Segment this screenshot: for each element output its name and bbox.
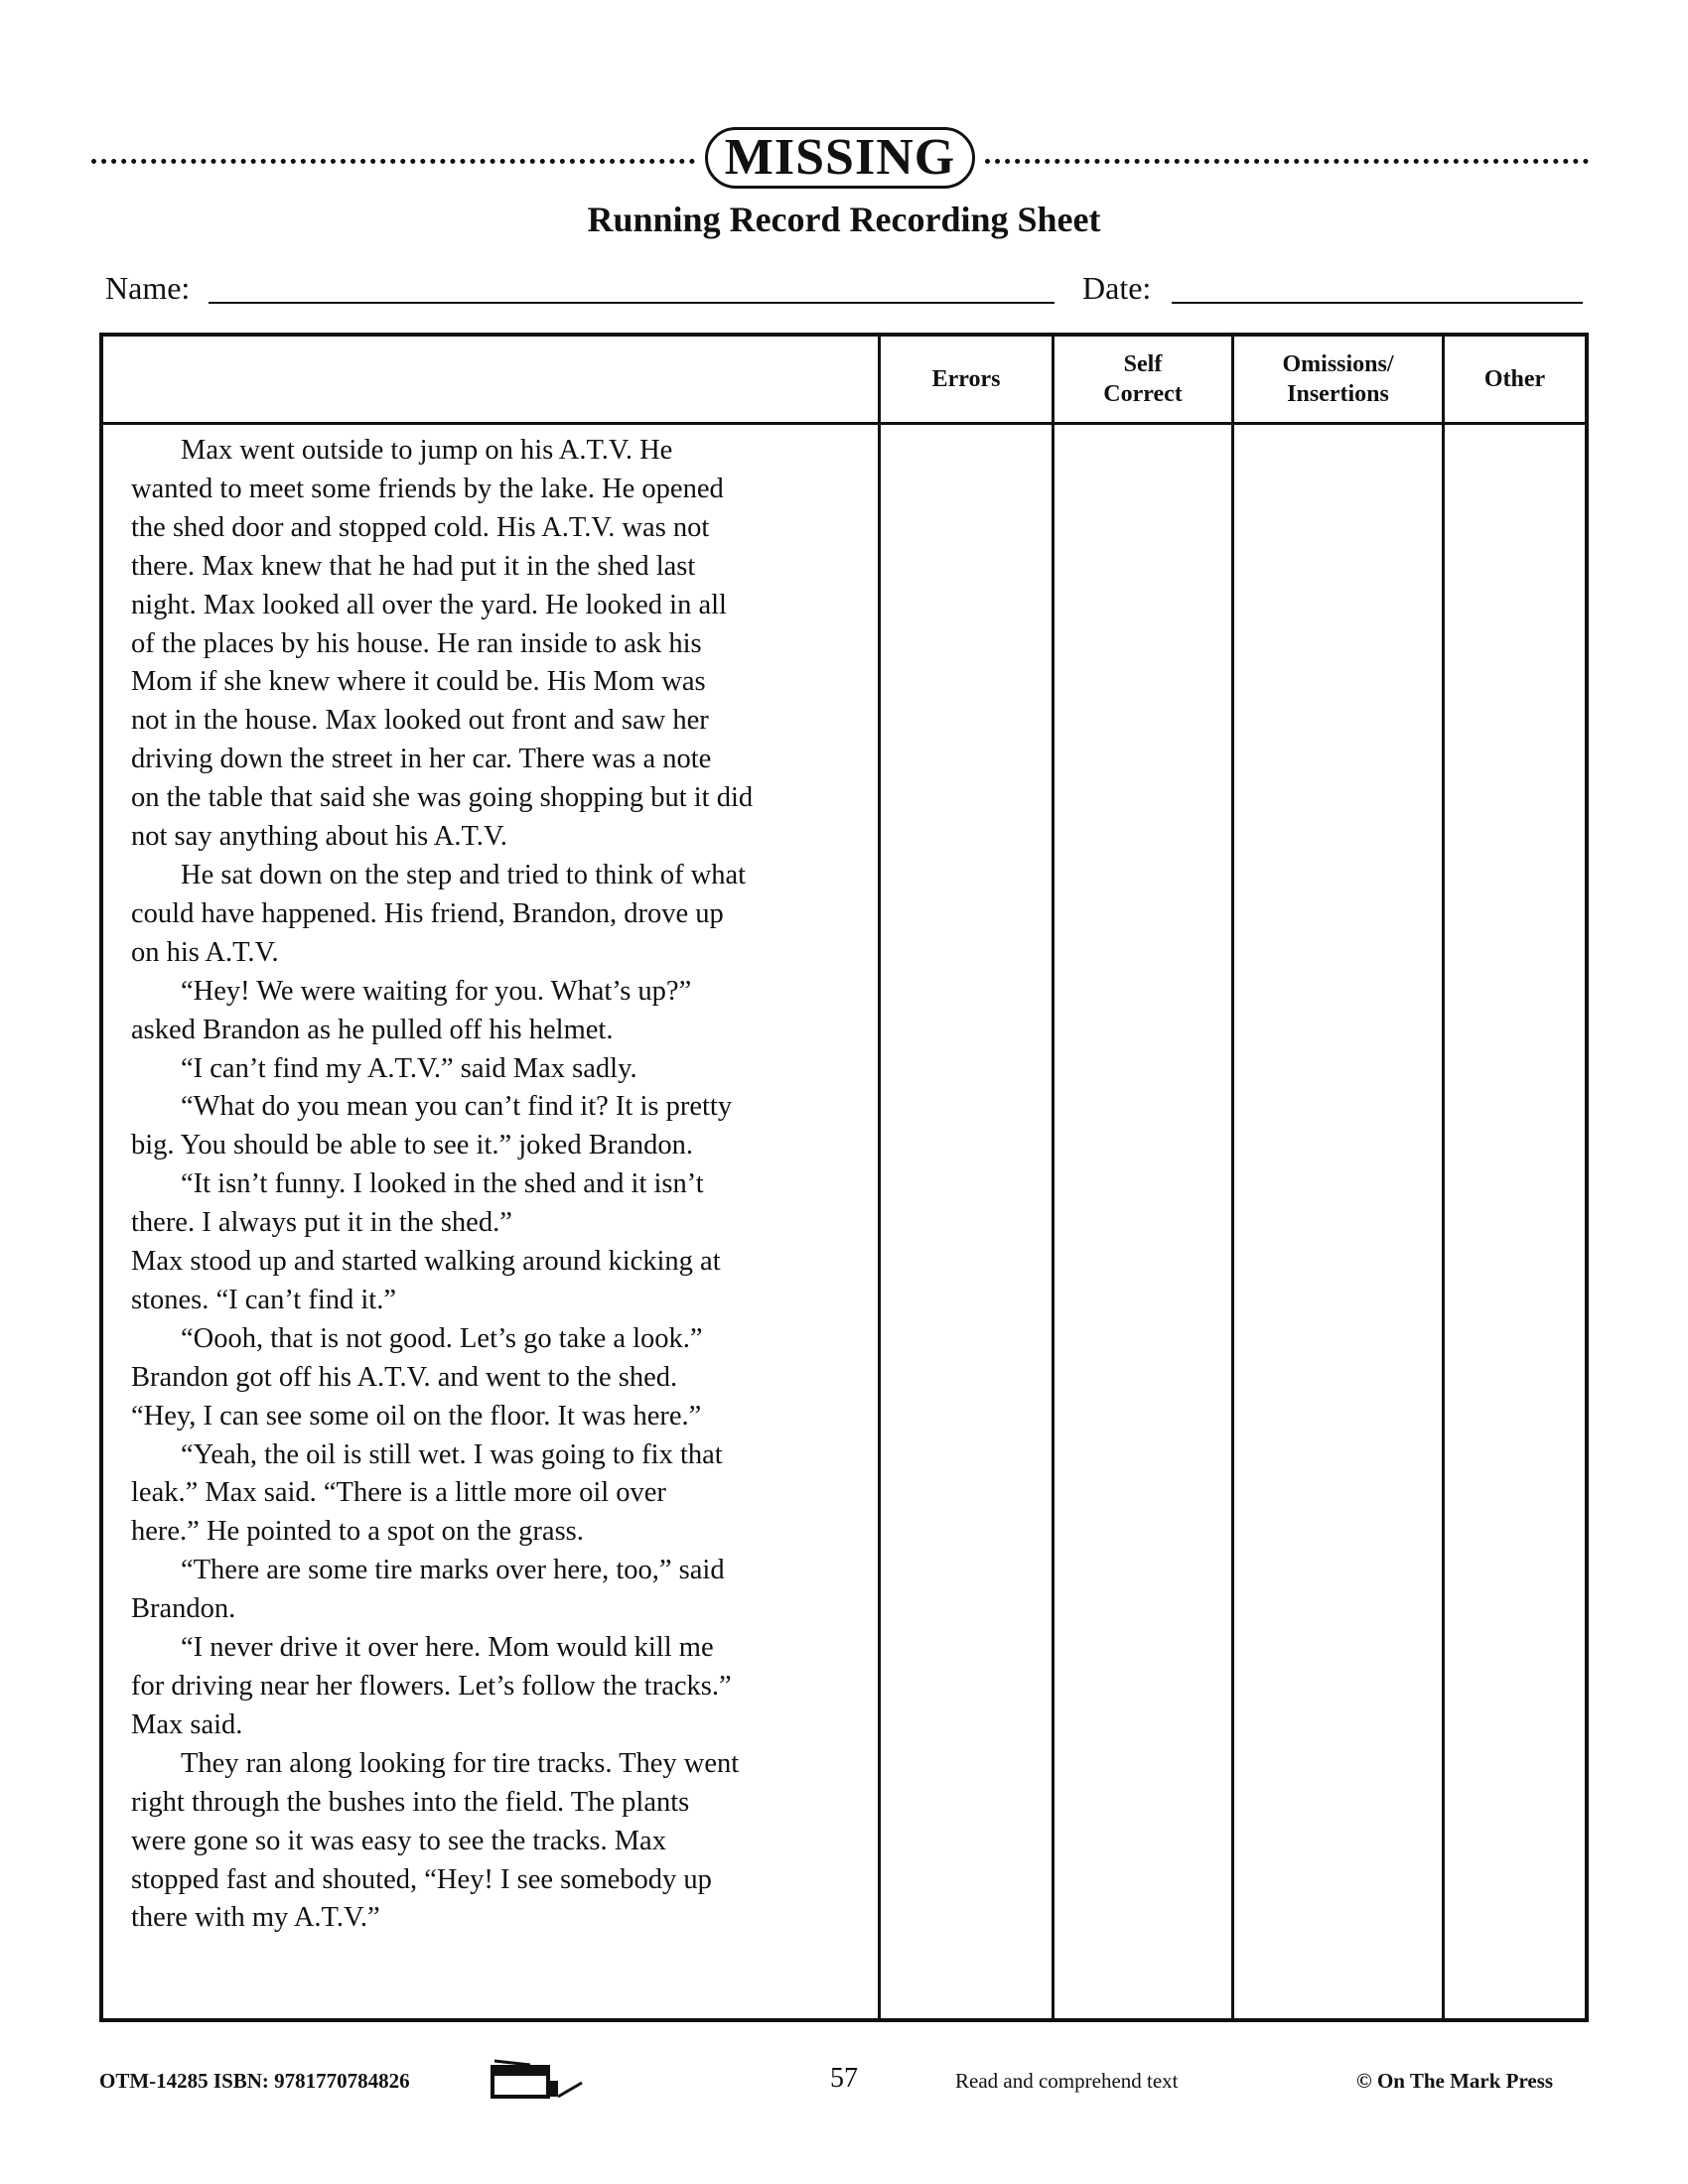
passage-line: wanted to meet some friends by the lake. He opened bbox=[131, 473, 724, 504]
passage-line: the shed door and stopped cold. His A.T.V. was not bbox=[131, 511, 710, 543]
date-line bbox=[1172, 302, 1583, 304]
passage-line: there. Max knew that he had put it in the shed last bbox=[131, 550, 696, 582]
passage-line: driving down the street in her car. There was a note bbox=[131, 744, 712, 775]
column-header-omissions-insertions: Omissions/ Insertions bbox=[1282, 351, 1394, 407]
footer-product-code: OTM-14285 ISBN: 9781770784826 bbox=[99, 2069, 410, 2093]
page-title: MISSING bbox=[705, 127, 975, 189]
passage-line: “I can’t find my A.T.V.” said Max sadly. bbox=[181, 1052, 637, 1084]
passage-line: They ran along looking for tire tracks. They went bbox=[181, 1747, 740, 1779]
date-label: Date: bbox=[1082, 270, 1152, 306]
passage-line: stones. “I can’t find it.” bbox=[131, 1284, 396, 1315]
column-divider bbox=[1442, 337, 1445, 2018]
passage-line: He sat down on the step and tried to think of what bbox=[181, 859, 747, 890]
passage-line: big. You should be able to see it.” joked Brandon. bbox=[131, 1130, 693, 1161]
recording-table bbox=[99, 333, 1589, 2022]
passage-line: on his A.T.V. bbox=[131, 936, 279, 968]
passage-line: “Oooh, that is not good. Let’s go take a look.” bbox=[181, 1322, 703, 1354]
name-label: Name: bbox=[105, 270, 191, 306]
column-header-other: Other bbox=[1483, 366, 1546, 392]
passage-line: “Hey! We were waiting for you. What’s up?” bbox=[181, 975, 692, 1007]
column-header-self-correct: Self Correct bbox=[1103, 351, 1183, 407]
column-divider bbox=[878, 337, 881, 2018]
passage-line: “What do you mean you can’t find it? It is pretty bbox=[181, 1091, 733, 1123]
column-header-errors: Errors bbox=[931, 366, 1001, 392]
passage-line: asked Brandon as he pulled off his helmet. bbox=[131, 1014, 614, 1045]
passage-line: for driving near her flowers. Let’s follow the tracks.” bbox=[131, 1671, 732, 1702]
reading-passage bbox=[131, 432, 866, 1938]
passage-line: Mom if she knew where it could be. His Mom was bbox=[131, 666, 706, 698]
header-divider bbox=[103, 422, 1585, 425]
passage-line: Brandon. bbox=[131, 1593, 236, 1625]
title-band bbox=[91, 127, 1589, 197]
passage-line: Max stood up and started walking around kicking at bbox=[131, 1246, 721, 1278]
footer-skill: Read and comprehend text bbox=[955, 2069, 1179, 2093]
page-number: 57 bbox=[830, 2063, 858, 2094]
passage-line: “It isn’t funny. I looked in the shed and it isn’t bbox=[181, 1168, 704, 1200]
passage-line: Max said. bbox=[131, 1708, 243, 1740]
passage-line: there with my A.T.V.” bbox=[131, 1902, 380, 1934]
title-dots-right bbox=[985, 159, 1589, 164]
passage-line: night. Max looked all over the yard. He looked in all bbox=[131, 589, 727, 620]
passage-line: were gone so it was easy to see the tracks. Max bbox=[131, 1825, 666, 1856]
passage-line: Max went outside to jump on his A.T.V. He bbox=[181, 435, 673, 466]
title-dots-left bbox=[91, 159, 695, 164]
passage-line: Brandon got off his A.T.V. and went to the shed. bbox=[131, 1361, 678, 1393]
passage-line: “I never drive it over here. Mom would kill me bbox=[181, 1632, 714, 1664]
passage-line: “Yeah, the oil is still wet. I was going to fix that bbox=[181, 1438, 723, 1470]
passage-line: stopped fast and shouted, “Hey! I see somebody up bbox=[131, 1863, 712, 1895]
passage-line: of the places by his house. He ran inside to ask his bbox=[131, 627, 702, 659]
passage-line: leak.” Max said. “There is a little more oil over bbox=[131, 1477, 666, 1509]
page-subtitle: Running Record Recording Sheet bbox=[587, 200, 1101, 239]
passage-line: “Hey, I can see some oil on the floor. It was here.” bbox=[131, 1400, 702, 1432]
column-divider bbox=[1052, 337, 1055, 2018]
name-date-row bbox=[0, 270, 1688, 310]
passage-line: on the table that said she was going shopping but it did bbox=[131, 782, 754, 814]
passage-line: could have happened. His friend, Brandon, drove up bbox=[131, 897, 724, 929]
passage-line: here.” He pointed to a spot on the grass. bbox=[131, 1516, 584, 1548]
passage-line: there. I always put it in the shed.” bbox=[131, 1207, 512, 1239]
column-divider bbox=[1231, 337, 1234, 2018]
passage-line: right through the bushes into the field. The plants bbox=[131, 1786, 690, 1818]
passage-line: not say anything about his A.T.V. bbox=[131, 821, 507, 853]
footer-copyright: © On The Mark Press bbox=[1356, 2069, 1554, 2093]
passage-line: “There are some tire marks over here, too,” said bbox=[181, 1555, 725, 1586]
column-header-passage bbox=[103, 337, 878, 422]
passage-line: not in the house. Max looked out front and saw her bbox=[131, 705, 709, 737]
name-line bbox=[209, 302, 1055, 304]
book-reading-icon bbox=[491, 2057, 586, 2103]
